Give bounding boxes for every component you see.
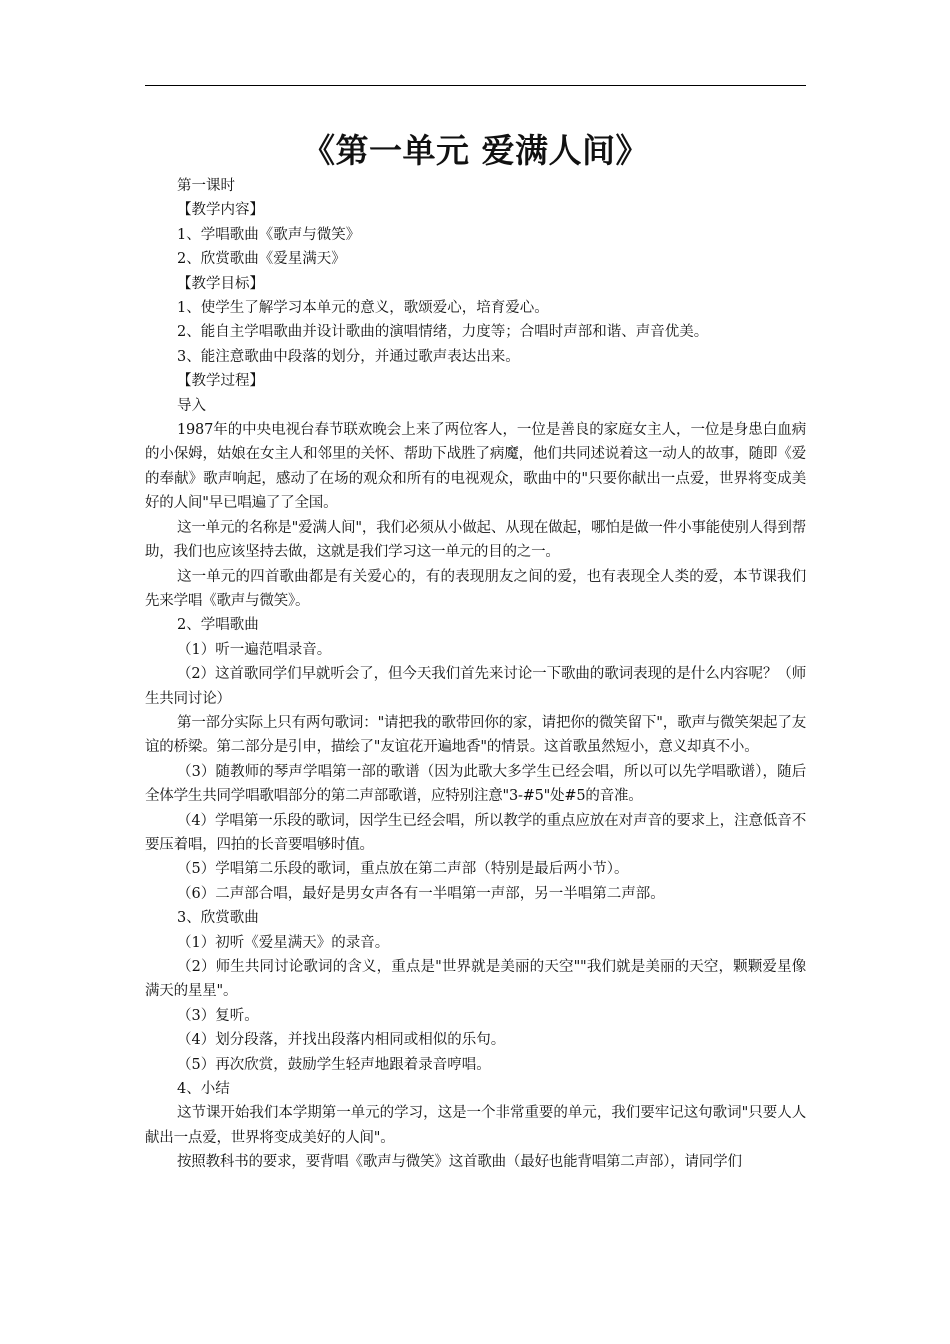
body-paragraph: 这一单元的四首歌曲都是有关爱心的，有的表现朋友之间的爱，也有表现全人类的爱，本节课我们先来学唱《歌声与微笑》。	[145, 568, 806, 609]
section-heading-process: 【教学过程】	[177, 373, 264, 390]
subheading: 2、学唱歌曲	[177, 617, 259, 634]
step-item: （1）听一遍范唱录音。	[177, 641, 332, 658]
body-paragraph: 按照教科书的要求，要背唱《歌声与微笑》这首歌曲（最好也能背唱第二声部），请同学们	[177, 1154, 742, 1171]
body-paragraph: 1987年的中央电视台春节联欢晚会上来了两位客人，一位是善良的家庭女主人，一位是身患白血病的小保姆，姑娘在女主人和邻里的关怀、帮助下战胜了病魔，他们共同述说着这一动人的故事，随即《爱的奉献》歌声响起，感动了在场的观众和所有的电视观众，歌曲中的"只要你献出一点爱，世界将变成美好的人间"早已唱遍了了全国。	[145, 422, 806, 512]
step-item: （3）随教师的琴声学唱第一部的歌谱（因为此歌大多学生已经会唱，所以可以先学唱歌谱），随后全体学生共同学唱歌唱部分的第二声部歌谱，应特别注意"3-#5"处#5的音准。	[145, 763, 806, 805]
content-item: 1、学唱歌曲《歌声与微笑》	[177, 226, 361, 243]
step-item: （2）这首歌同学们早就听会了，但今天我们首先来讨论一下歌曲的歌词表现的是什么内容呢？（师生共同讨论）	[145, 666, 806, 707]
subheading: 4、小结	[177, 1081, 230, 1098]
document-title: 《第一单元 爱满人间》	[302, 131, 649, 170]
goal-item: 3、能注意歌曲中段落的划分，并通过歌声表达出来。	[177, 348, 520, 365]
step-item: （5）再次欣赏，鼓励学生轻声地跟着录音哼唱。	[177, 1056, 491, 1073]
body-paragraph: 这一单元的名称是"爱满人间"，我们必须从小做起、从现在做起，哪怕是做一件小事能使别人得到帮助，我们也应该坚持去做，这就是我们学习这一单元的目的之一。	[145, 519, 806, 561]
lesson-period: 第一课时	[177, 178, 235, 194]
goal-item: 1、使学生了解学习本单元的意义，歌颂爱心，培育爱心。	[177, 300, 549, 317]
subheading: 3、欣赏歌曲	[177, 910, 259, 927]
step-item: （4）划分段落，并找出段落内相同或相似的乐句。	[177, 1032, 506, 1049]
step-item: （4）学唱第一乐段的歌词，因学生已经会唱，所以教学的重点应放在对声音的要求上，注意低音不要压着唱，四拍的长音要唱够时值。	[145, 812, 806, 853]
section-heading-goals: 【教学目标】	[177, 275, 264, 292]
step-item: （1）初听《爱星满天》的录音。	[177, 934, 390, 951]
step-item: （5）学唱第二乐段的歌词，重点放在第二声部（特别是最后两小节）。	[177, 861, 629, 878]
body-paragraph: 第一部分实际上只有两句歌词："请把我的歌带回你的家，请把你的微笑留下"，歌声与微笑架起了友谊的桥梁。第二部分是引申，描绘了"友谊花开遍地香"的情景。这首歌虽然短小，意义却真不小。	[145, 714, 806, 756]
step-item: （3）复听。	[177, 1007, 259, 1024]
goal-item: 2、能自主学唱歌曲并设计歌曲的演唱情绪，力度等；合唱时声部和谐、声音优美。	[177, 324, 709, 341]
document-body	[145, 174, 806, 1175]
section-heading-content: 【教学内容】	[177, 202, 264, 219]
header-rule	[145, 85, 806, 86]
body-paragraph: 这节课开始我们本学期第一单元的学习，这是一个非常重要的单元，我们要牢记这句歌词"只要人人献出一点爱，世界将变成美好的人间"。	[145, 1105, 806, 1146]
subheading-intro: 导入	[177, 397, 206, 414]
step-item: （6）二声部合唱，最好是男女声各有一半唱第一声部，另一半唱第二声部。	[177, 885, 665, 902]
step-item: （2）师生共同讨论歌词的含义，重点是"世界就是美丽的天空""我们就是美丽的天空，颗颗爱星像满天的星星"。	[145, 959, 806, 1000]
content-item: 2、欣赏歌曲《爱星满天》	[177, 251, 346, 268]
